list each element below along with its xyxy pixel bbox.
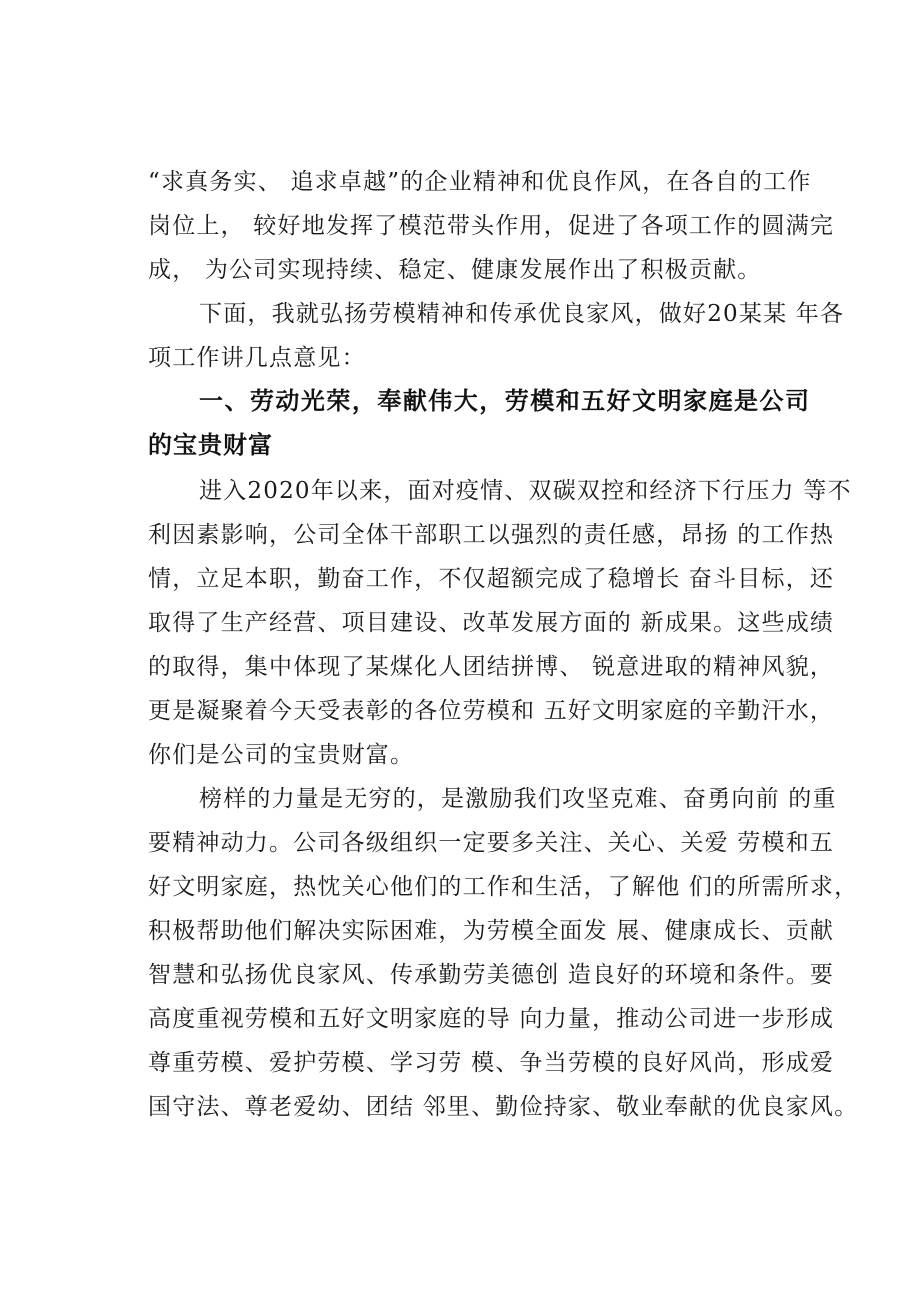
- paragraph-line: 尊重劳模、爱护劳模、学习劳 模、争当劳模的良好风尚，形成爱: [148, 1050, 835, 1076]
- paragraph-line: 情，立足本职，勤奋工作，不仅超额完成了稳增长 奋斗目标，还: [148, 566, 835, 592]
- paragraph-line: 利因素影响，公司全体干部职工以强烈的责任感，昂扬 的工作热: [148, 522, 835, 548]
- paragraph-line: 岗位上， 较好地发挥了模范带头作用，促进了各项工作的圆满完: [148, 213, 835, 239]
- paragraph-line: 项工作讲几点意见：: [148, 345, 366, 371]
- paragraph-line: 你们是公司的宝贵财富。: [148, 742, 415, 768]
- paragraph-line: 智慧和弘扬优良家风、传承勤劳美德创 造良好的环境和条件。要: [148, 962, 835, 988]
- paragraph-line: 国守法、尊老爱幼、团结 邻里、勤俭持家、敬业奉献的优良家风。: [148, 1094, 859, 1120]
- paragraph-line: “求真务实、 追求卓越”的企业精神和优良作风，在各自的工作: [148, 169, 812, 195]
- paragraph-line: 要精神动力。公司各级组织一定要多关注、关心、关爱 劳模和五: [148, 830, 835, 856]
- paragraph-line: 的取得，集中体现了某煤化人团结拼博、 锐意进取的精神风貌，: [148, 654, 835, 680]
- paragraph-line: 更是凝聚着今天受表彰的各位劳模和 五好文明家庭的辛勤汗水，: [148, 698, 835, 724]
- paragraph-line: 进入2020年以来，面对疫情、双碳双控和经济下行压力 等不: [199, 478, 852, 504]
- paragraph-line: 积极帮助他们解决实际困难，为劳模全面发 展、健康成长、贡献: [148, 918, 835, 944]
- section-heading: 的宝贵财富: [148, 431, 273, 459]
- paragraph-line: 好文明家庭，热忱关心他们的工作和生活，了解他 们的所需所求，: [148, 874, 859, 900]
- paragraph-line: 下面，我就弘扬劳模精神和传承优良家风，做好20某某 年各: [199, 301, 845, 327]
- paragraph-line: 榜样的力量是无穷的，是激励我们攻坚克难、奋勇向前 的重: [199, 786, 837, 812]
- section-heading: 一、劳动光荣，奉献伟大，劳模和五好文明家庭是公司: [199, 387, 810, 415]
- paragraph-line: 高度重视劳模和五好文明家庭的导 向力量，推动公司进一步形成: [148, 1006, 835, 1032]
- paragraph-line: 成， 为公司实现持续、稳定、健康发展作出了积极贡献。: [148, 257, 762, 283]
- paragraph-line: 取得了生产经营、项目建设、改革发展方面的 新成果。这些成绩: [148, 610, 835, 636]
